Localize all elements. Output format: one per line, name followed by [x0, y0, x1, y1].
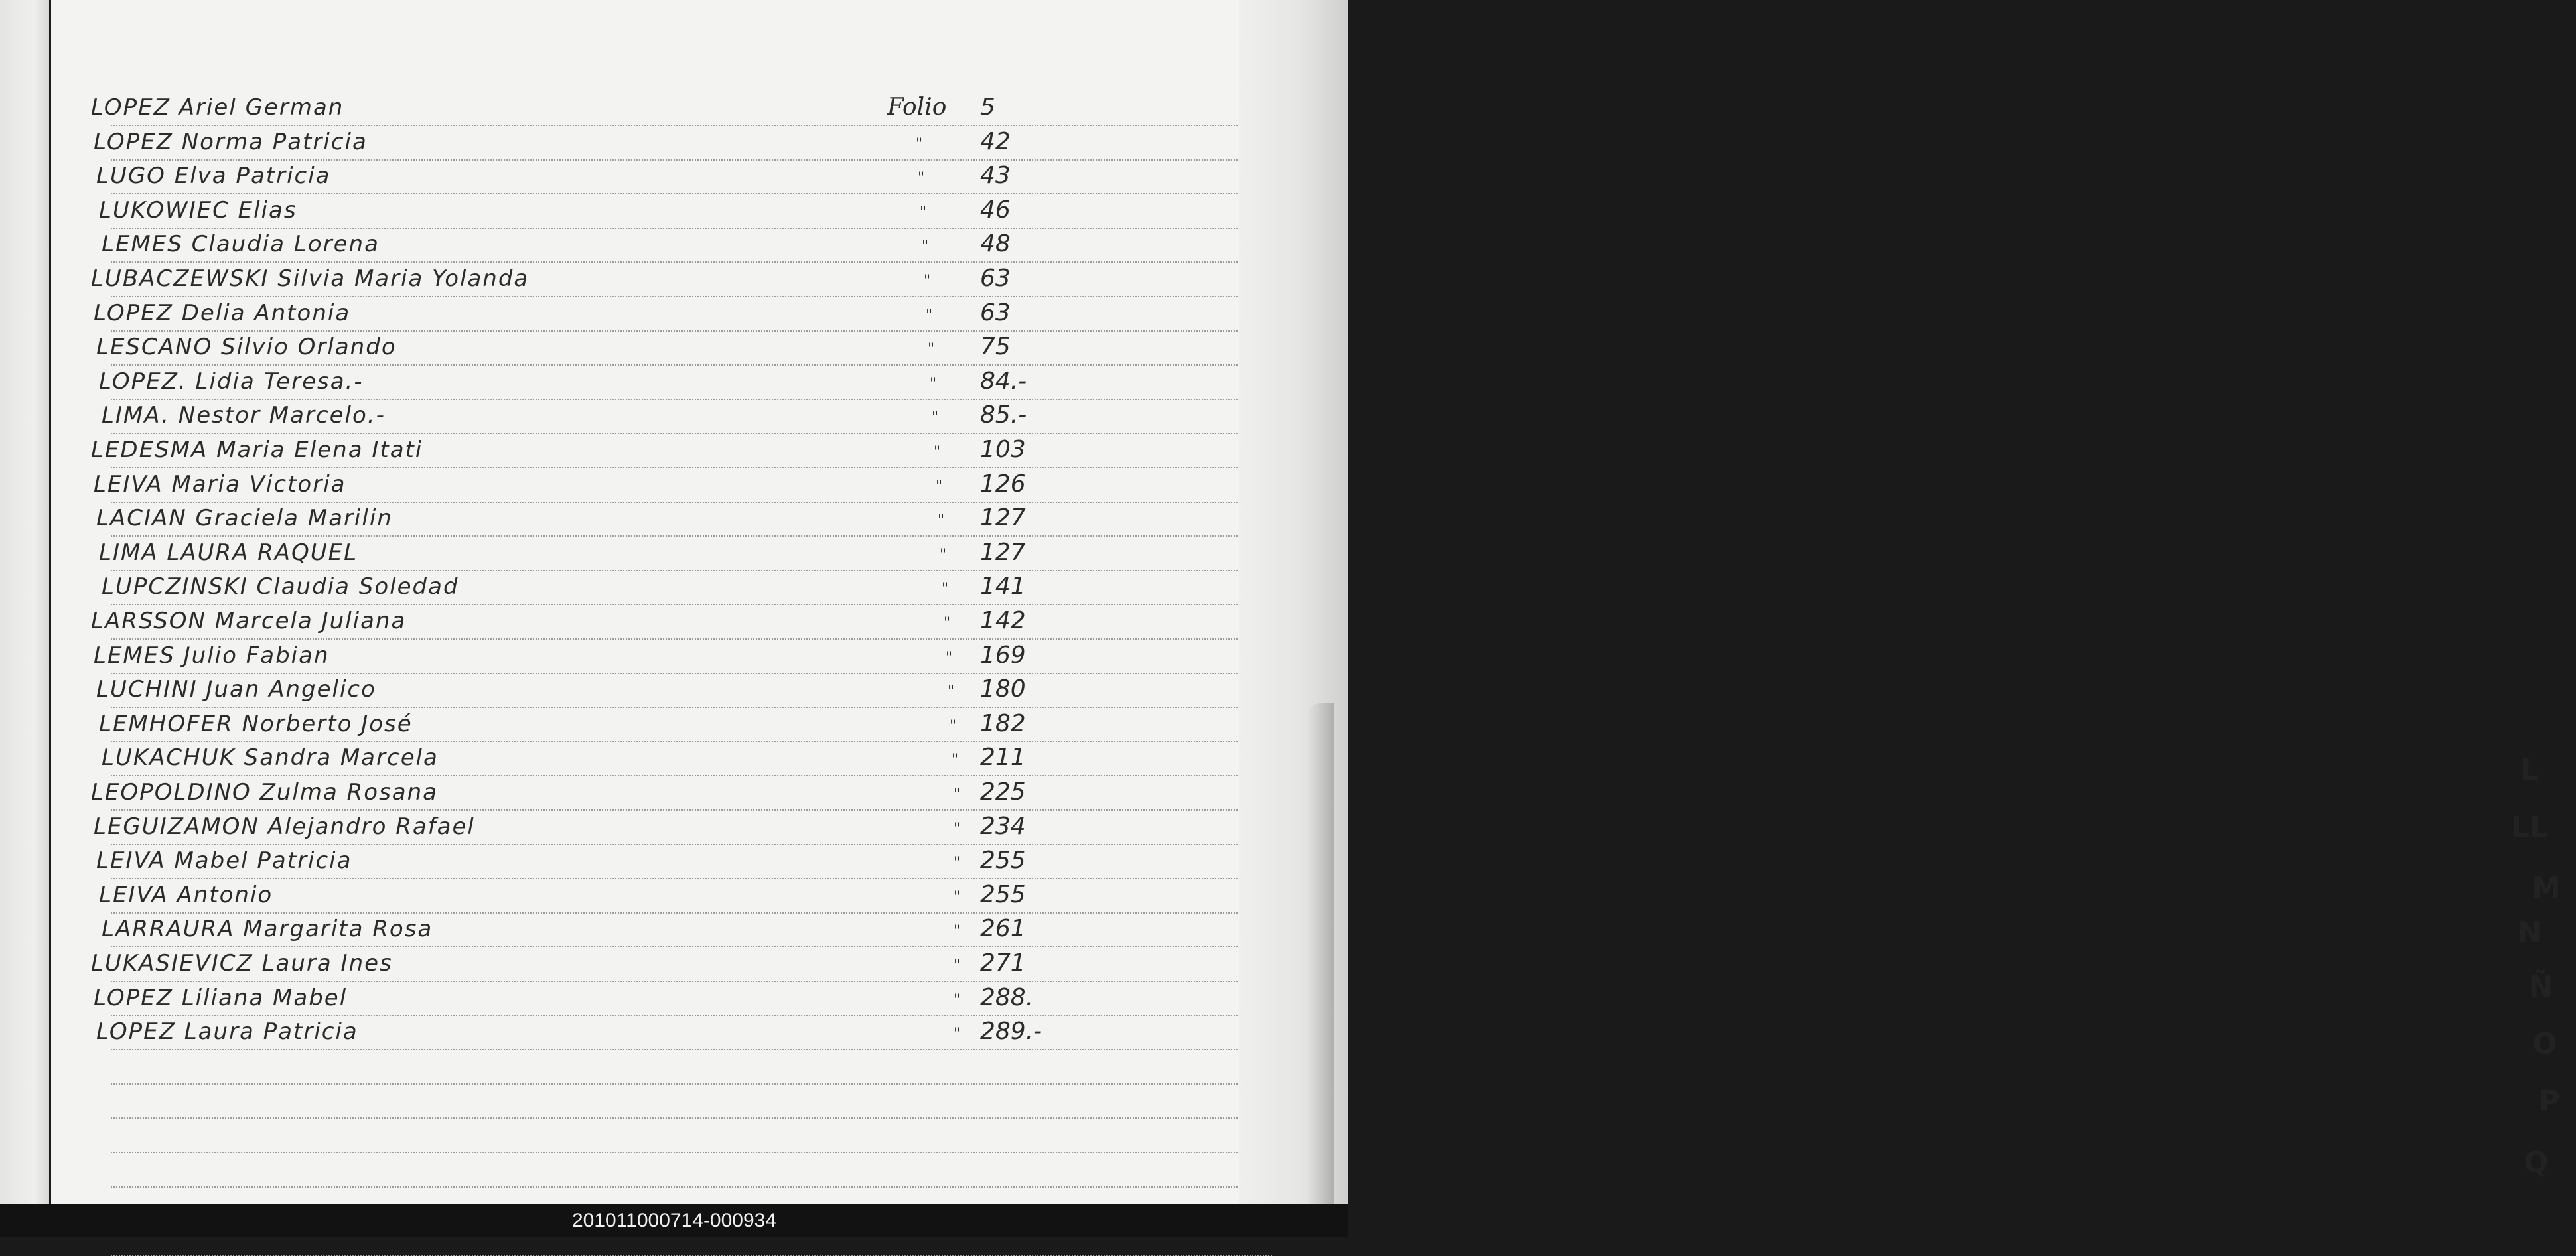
person-name: LESCANO Silvio Orlando: [96, 334, 397, 361]
alphabet-index-tabs: [1239, 0, 2561, 1204]
ditto-mark: ": [940, 546, 947, 563]
index-tab-n[interactable]: N: [2517, 916, 2542, 949]
folio-number: 271: [980, 949, 1026, 977]
folio-number: 211: [980, 744, 1026, 772]
ledger-row: [51, 467, 1239, 502]
ruled-line: [111, 1117, 1272, 1119]
folio-number: 63: [980, 299, 1011, 326]
index-tab-n-tilde[interactable]: Ñ: [2528, 970, 2553, 1004]
person-name: LOPEZ Norma Patricia: [94, 128, 368, 155]
folio-number: 234: [980, 812, 1026, 840]
ditto-mark: ": [930, 375, 937, 392]
ditto-mark: ": [936, 478, 943, 495]
folio-number: 46: [980, 196, 1011, 224]
ditto-mark: ": [954, 820, 961, 837]
ledger-row: [51, 843, 1239, 878]
person-name: LOPEZ Ariel German: [91, 94, 344, 121]
person-name: LUCHINI Juan Angelico: [96, 676, 376, 703]
ledger-page: [51, 0, 1239, 1204]
ruled-line: [111, 1186, 1272, 1188]
left-margin: [0, 0, 51, 1204]
person-name: LUPCZINSKI Claudia Soledad: [102, 573, 459, 600]
person-name: LEIVA Maria Victoria: [94, 470, 346, 498]
ruled-line: [111, 1083, 1272, 1085]
folio-number: 289.-: [980, 1018, 1042, 1046]
ditto-mark: ": [924, 273, 931, 289]
person-name: LUKOWIEC Elias: [99, 196, 297, 224]
ditto-mark: ": [948, 683, 955, 701]
ditto-mark: ": [942, 581, 949, 598]
folio-number: 182: [980, 709, 1026, 737]
folio-number: 43: [980, 162, 1011, 190]
person-name: LUGO Elva Patricia: [96, 163, 331, 190]
folio-number: 142: [980, 607, 1026, 634]
index-tab-q[interactable]: Q: [2524, 1146, 2549, 1180]
ruled-line: [111, 1049, 1272, 1050]
folio-number: 75: [980, 333, 1011, 361]
ditto-mark: ": [918, 170, 925, 187]
tab-edge-shadow: [1307, 703, 1334, 1208]
ledger-row: [51, 398, 1239, 433]
index-tab-o[interactable]: O: [2532, 1027, 2557, 1061]
ledger-row: [51, 981, 1239, 1015]
person-name: LACIAN Graciela Marilin: [96, 505, 393, 532]
person-name: LUBACZEWSKI Silvia Maria Yolanda: [91, 265, 530, 292]
ledger-row: [51, 90, 1239, 125]
folio-number: 169: [980, 641, 1026, 669]
ledger-row: [51, 569, 1239, 604]
person-name: LOPEZ Laura Patricia: [96, 1018, 358, 1046]
ledger-row: [51, 501, 1239, 535]
index-tab-l[interactable]: L: [2520, 753, 2540, 787]
image-caption: 201011000714-000934: [0, 1204, 1348, 1237]
ledger-row: [51, 912, 1239, 946]
ledger-row: [51, 364, 1239, 399]
ledger-row: [51, 193, 1239, 228]
folio-number: 288.: [980, 983, 1034, 1011]
ledger-row: [51, 330, 1239, 364]
ditto-mark: ": [950, 717, 957, 734]
person-name: LEMHOFER Norberto José: [99, 710, 413, 737]
person-name: LEGUIZAMON Alejandro Rafael: [94, 813, 475, 840]
ditto-mark: ": [928, 341, 935, 358]
ditto-mark: ": [926, 307, 933, 324]
ditto-mark: ": [952, 752, 959, 769]
ditto-mark: ": [954, 1026, 961, 1043]
folio-number: 255: [980, 847, 1026, 874]
ledger-row: [51, 433, 1239, 467]
folio-number: 48: [980, 230, 1011, 258]
person-name: LARRAURA Margarita Rosa: [102, 916, 433, 943]
folio-number: 141: [980, 573, 1026, 600]
ruled-line: [111, 1152, 1272, 1153]
ditto-mark: ": [932, 409, 939, 427]
person-name: LOPEZ Liliana Mabel: [94, 984, 348, 1011]
ditto-mark: ": [954, 991, 961, 1009]
ditto-mark: ": [934, 444, 941, 460]
ditto-mark: ": [954, 923, 961, 940]
index-tab-p[interactable]: P: [2538, 1085, 2561, 1119]
ledger-row: [51, 638, 1239, 673]
folio-number: 63: [980, 265, 1011, 292]
folio-number: 225: [980, 778, 1026, 805]
ditto-mark: ": [946, 649, 953, 666]
person-name: LIMA. Nestor Marcelo.-: [102, 402, 386, 429]
ledger-row: [51, 159, 1239, 193]
ledger-row: [51, 672, 1239, 707]
ruled-line: [111, 1255, 1272, 1256]
ledger-row: [51, 125, 1239, 159]
person-name: LEMES Julio Fabian: [94, 642, 330, 669]
ditto-mark: ": [938, 512, 945, 529]
ditto-mark: ": [916, 135, 923, 153]
ditto-mark: ": [920, 204, 927, 221]
ditto-mark: ": [954, 786, 961, 803]
folio-number: 103: [980, 436, 1026, 463]
person-name: LEIVA Antonio: [99, 881, 273, 908]
person-name: LEDESMA Maria Elena Itati: [91, 437, 423, 463]
person-name: LARSSON Marcela Juliana: [91, 608, 407, 634]
ditto-mark: ": [922, 238, 929, 255]
folio-number: 180: [980, 675, 1026, 703]
folio-number: 85.-: [980, 401, 1027, 429]
ditto-mark: ": [954, 888, 961, 906]
person-name: LUKACHUK Sandra Marcela: [102, 744, 439, 772]
ledger-row: [51, 775, 1239, 809]
index-tab-ll[interactable]: LL: [2510, 811, 2549, 845]
ledger-row: [51, 535, 1239, 570]
ditto-mark: ": [954, 957, 961, 974]
folio-number: 127: [980, 538, 1026, 566]
ledger-row: [51, 1014, 1239, 1049]
person-name: LEOPOLDINO Zulma Rosana: [91, 779, 439, 805]
person-name: LIMA LAURA RAQUEL: [99, 539, 358, 566]
index-tab-m[interactable]: M: [2532, 871, 2561, 905]
ledger-row: [51, 740, 1239, 775]
person-name: LOPEZ Delia Antonia: [94, 299, 351, 326]
ledger-row: [51, 809, 1239, 844]
folio-number: 5: [980, 94, 995, 121]
person-name: LUKASIEVICZ Laura Ines: [91, 950, 393, 977]
ditto-mark: ": [954, 855, 961, 872]
ledger-row: [51, 261, 1239, 296]
ledger-row: [51, 707, 1239, 741]
ledger-row: [51, 878, 1239, 912]
folio-number: 127: [980, 504, 1026, 532]
ditto-mark: ": [944, 615, 951, 632]
folio-number: 42: [980, 127, 1011, 155]
person-name: LOPEZ. Lidia Teresa.-: [99, 368, 364, 395]
person-name: LEMES Claudia Lorena: [102, 231, 380, 258]
folio-number: 126: [980, 470, 1026, 498]
ledger-row: [51, 227, 1239, 261]
ledger-row: [51, 946, 1239, 981]
folio-number: 261: [980, 915, 1026, 943]
person-name: LEIVA Mabel Patricia: [96, 847, 352, 874]
folio-header: Folio: [887, 94, 947, 121]
ledger-row: [51, 296, 1239, 330]
folio-number: 84.-: [980, 367, 1027, 395]
ledger-row: [51, 604, 1239, 638]
folio-number: 255: [980, 880, 1026, 908]
